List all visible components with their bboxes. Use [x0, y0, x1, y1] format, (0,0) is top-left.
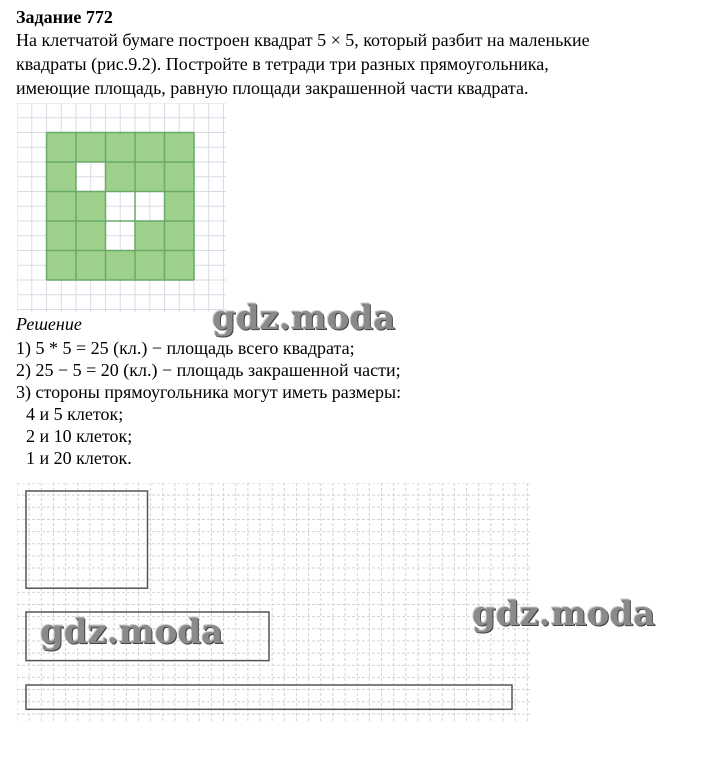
solution-text: [16, 337, 401, 469]
task-title: Задание 772: [16, 7, 113, 27]
shaded-cell: [47, 133, 77, 163]
figure-9-2: [17, 103, 226, 312]
shaded-cell: [76, 221, 106, 251]
shaded-cell: [76, 192, 106, 222]
shaded-cell: [76, 133, 106, 163]
shaded-cell: [165, 221, 195, 251]
answer-rectangles: [17, 483, 532, 723]
task-line: имеющие площадь, равную площади закрашенной части квадрата.: [16, 78, 529, 98]
shaded-cell: [106, 251, 136, 281]
shaded-cell: [76, 251, 106, 281]
rectangle-size: 1 и 20 клеток.: [26, 448, 132, 468]
shaded-cell: [106, 162, 136, 192]
answer-grid-paper: [17, 483, 532, 723]
shaded-cell: [135, 251, 165, 281]
shaded-cell: [165, 192, 195, 222]
rectangle-size: 2 и 10 клеток;: [26, 426, 133, 446]
task-line: На клетчатой бумаге построен квадрат 5 × 5, который разбит на маленькие: [16, 30, 590, 50]
task-line: квадраты (рис.9.2). Постройте в тетради три разных прямоугольника,: [16, 54, 549, 74]
shaded-cell: [135, 133, 165, 163]
shaded-cell: [165, 251, 195, 281]
watermark: gdz.moda: [472, 594, 656, 634]
shaded-cell: [165, 133, 195, 163]
shaded-cell: [47, 251, 77, 281]
shaded-cell: [47, 192, 77, 222]
solution-step: 3) стороны прямоугольника могут иметь размеры:: [16, 382, 402, 402]
shaded-cell: [135, 221, 165, 251]
task-text: [16, 28, 706, 100]
answer-rectangle: [26, 685, 512, 709]
shaded-cell: [47, 162, 77, 192]
shaded-cell: [135, 162, 165, 192]
shaded-cell: [106, 133, 136, 163]
shaded-cell: [165, 162, 195, 192]
solution-step: 1) 5 * 5 = 25 (кл.) − площадь всего квадрата;: [16, 338, 355, 358]
solution-step: 2) 25 − 5 = 20 (кл.) − площадь закрашенной части;: [16, 360, 401, 380]
solution-heading: Решение: [16, 314, 82, 334]
shaded-cell: [47, 221, 77, 251]
watermark: gdz.moda: [40, 612, 224, 652]
watermark: gdz.moda: [212, 298, 396, 338]
grid-square-figure: [17, 103, 226, 312]
rectangle-size: 4 и 5 клеток;: [26, 404, 124, 424]
answer-rectangle: [26, 491, 148, 588]
